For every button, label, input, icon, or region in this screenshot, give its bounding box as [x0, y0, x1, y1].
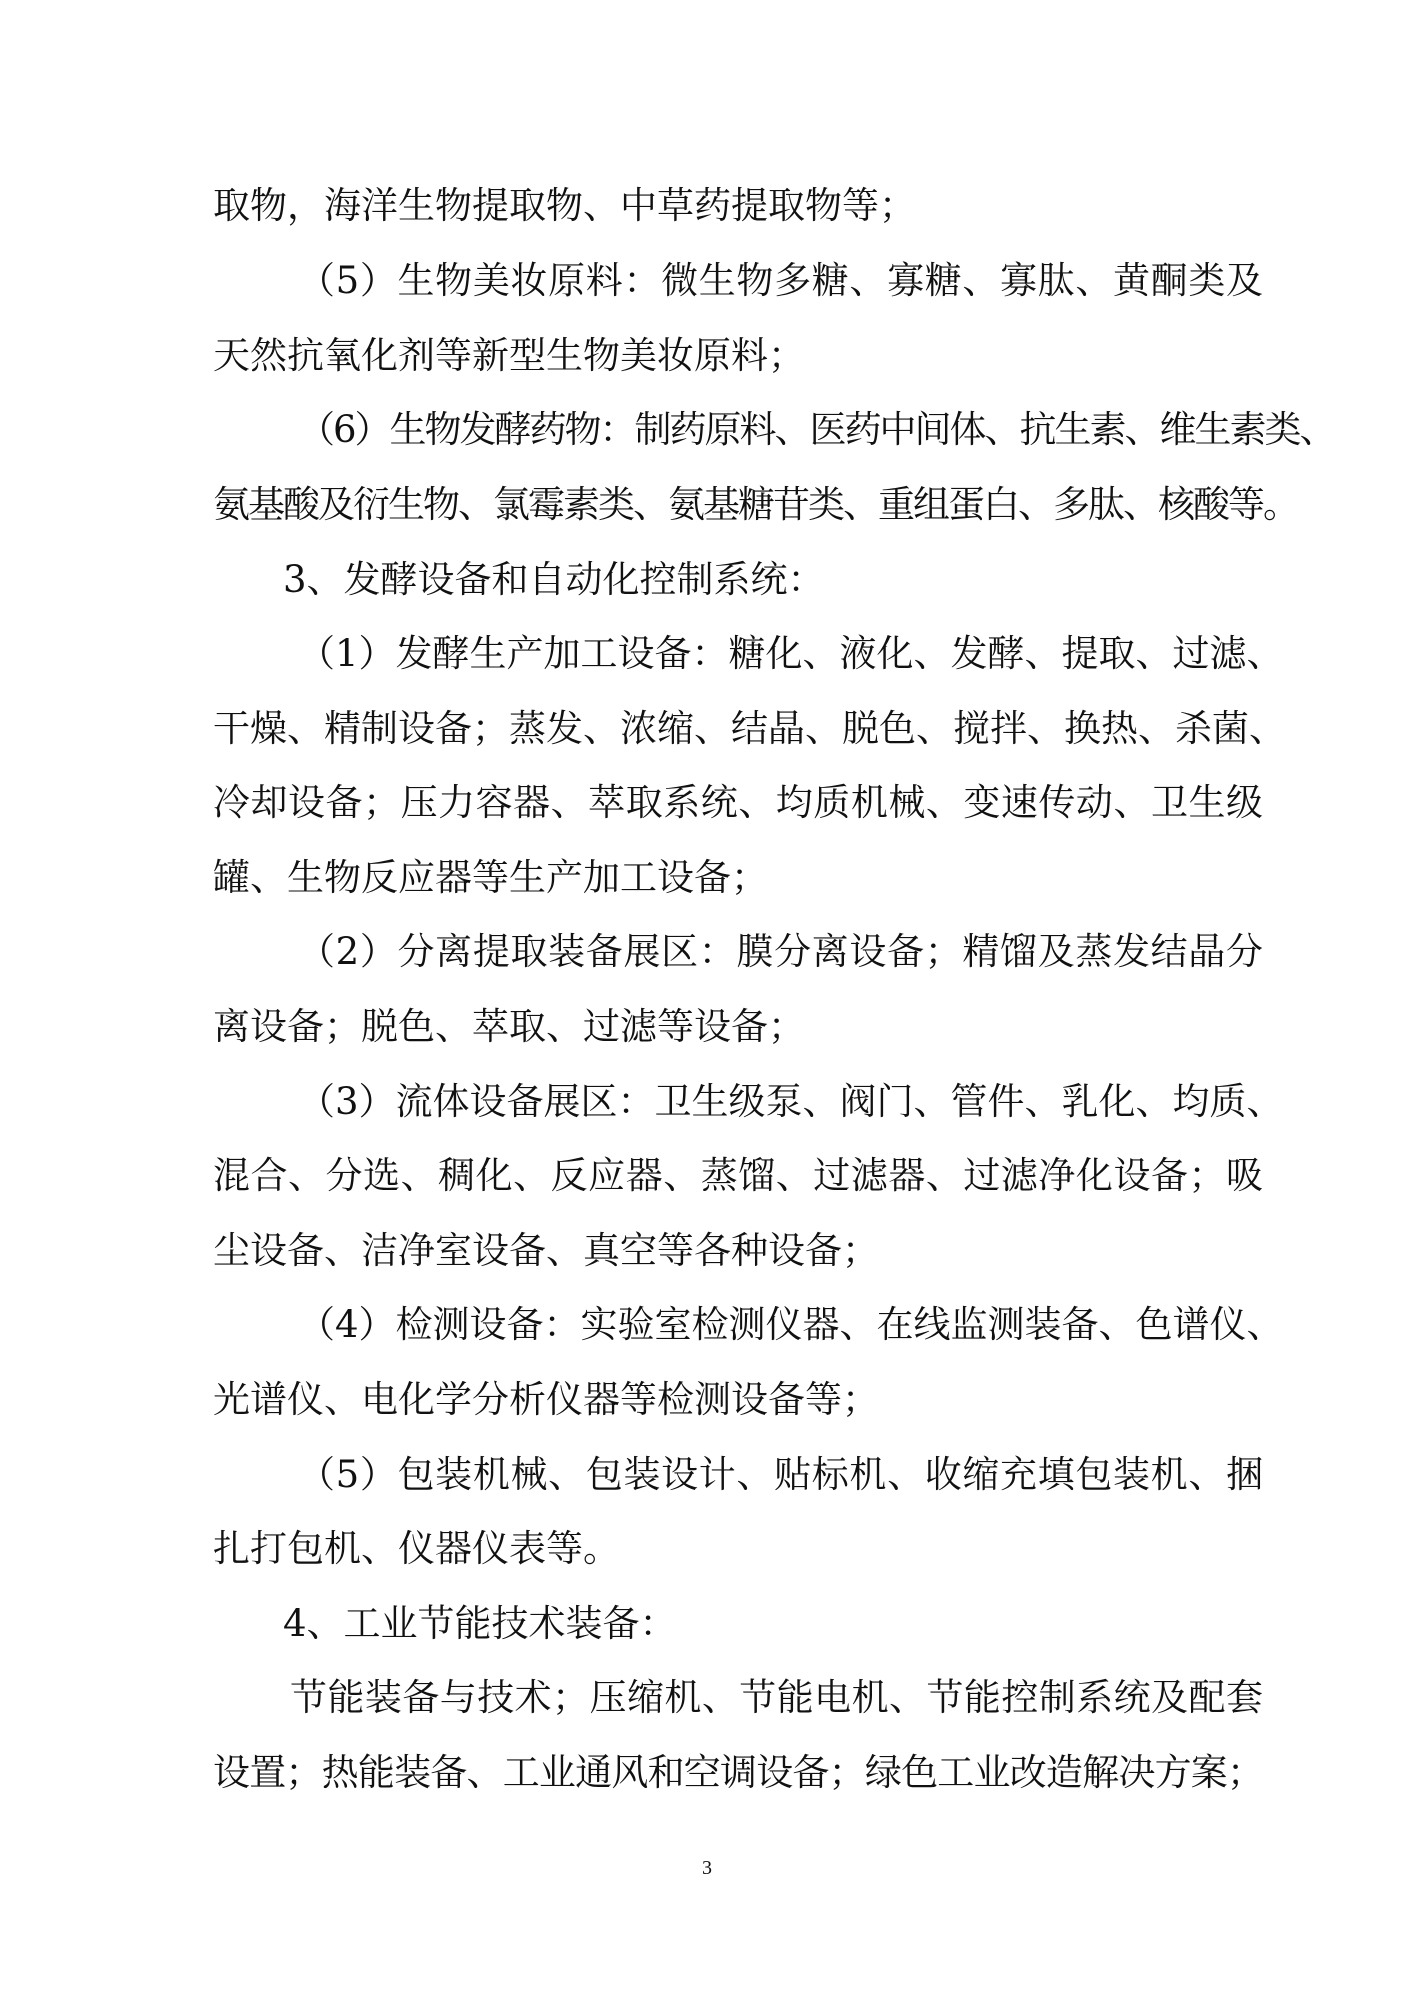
text-line: （5）包装机械、包装设计、贴标机、收缩充填包装机、捆	[298, 1453, 1263, 1496]
text-line: 混合、分选、稠化、反应器、蒸馏、过滤器、过滤净化设备；吸	[213, 1154, 1263, 1197]
text-line: 节能装备与技术；压缩机、节能电机、节能控制系统及配套	[290, 1676, 1263, 1719]
text-line: （4）检测设备：实验室检测仪器、在线监测装备、色谱仪、	[298, 1303, 1284, 1346]
text-line: 扎打包机、仪器仪表等。	[213, 1527, 620, 1570]
text-line: 尘设备、洁净室设备、真空等各种设备；	[213, 1229, 879, 1272]
text-line: （1）发酵生产加工设备：糖化、液化、发酵、提取、过滤、	[298, 632, 1284, 675]
section-heading: 3、发酵设备和自动化控制系统：	[283, 558, 825, 601]
text-line: （6）生物发酵药物：制药原料、医药中间体、抗生素、维生素类、	[298, 408, 1335, 451]
text-line: 取物，海洋生物提取物、中草药提取物等；	[213, 184, 916, 227]
text-line: 设置；热能装备、工业通风和空调设备；绿色工业改造解决方案；	[213, 1751, 1263, 1794]
text-line: 天然抗氧化剂等新型生物美妆原料；	[213, 334, 805, 377]
page-number: 3	[702, 1857, 712, 1879]
text-line: 氨基酸及衍生物、氯霉素类、氨基糖苷类、重组蛋白、多肽、核酸等。	[213, 483, 1298, 526]
text-line: 冷却设备；压力容器、萃取系统、均质机械、变速传动、卫生级	[213, 781, 1263, 824]
text-line: （3）流体设备展区：卫生级泵、阀门、管件、乳化、均质、	[298, 1080, 1284, 1123]
text-line: 干燥、精制设备；蒸发、浓缩、结晶、脱色、搅拌、换热、杀菌、	[213, 707, 1286, 750]
text-line: 光谱仪、电化学分析仪器等检测设备等；	[213, 1378, 879, 1421]
text-line: （2）分离提取装备展区：膜分离设备；精馏及蒸发结晶分	[298, 930, 1263, 973]
section-heading: 4、工业节能技术装备：	[283, 1602, 677, 1645]
text-line: 罐、生物反应器等生产加工设备；	[213, 856, 768, 899]
text-line: （5）生物美妆原料：微生物多糖、寡糖、寡肽、黄酮类及	[298, 259, 1263, 302]
text-line: 离设备；脱色、萃取、过滤等设备；	[213, 1005, 805, 1048]
